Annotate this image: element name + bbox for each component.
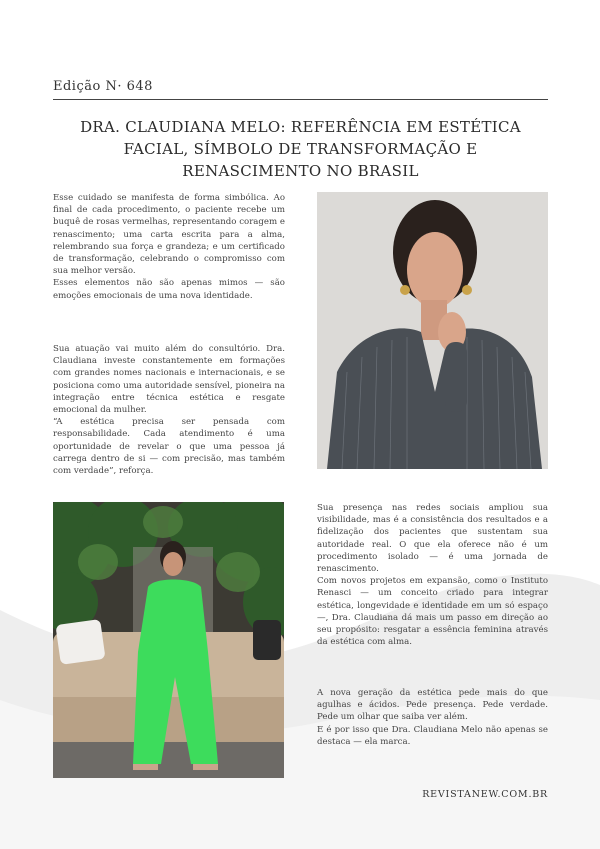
paragraph: Esses elementos não são apenas mimos — são emoções emocionais de uma nova identidade. <box>53 278 285 301</box>
text-block-2 <box>53 343 285 477</box>
green-suit-photo <box>53 502 284 778</box>
text-block-3 <box>317 502 548 648</box>
text-block-4 <box>317 687 548 748</box>
paragraph: Esse cuidado se manifesta de forma simbólica. Ao final de cada procedimento, o paciente recebe um buquê de rosas vermelhas, representando coragem e renascimento; uma carta escrita para a alma, relembrando sua força e grandeza; e um certificado de transformação, celebrando o compromisso com sua melhor versão. <box>53 193 285 277</box>
paragraph: A nova geração da estética pede mais do que agulhas e ácidos. Pede presença. Pede verdade. Pede um olhar que saiba ver além. <box>317 688 548 723</box>
paragraph: E é por isso que Dra. Claudiana Melo não apenas se destaca — ela marca. <box>317 724 548 747</box>
paragraph: Sua presença nas redes sociais ampliou sua visibilidade, mas é a consistência dos resultados e a fidelização dos pacientes que sustentam sua autoridade real. O que ela oferece não é um procedimento isolado — é uma jornada de renascimento. <box>317 503 548 575</box>
website-url[interactable]: REVISTANEW.COM.BR <box>422 789 548 800</box>
portrait-photo <box>317 192 548 469</box>
article-title: DRA. CLAUDIANA MELO: REFERÊNCIA EM ESTÉTICA FACIAL, SÍMBOLO DE TRANSFORMAÇÃO E RENASCIMENTO NO BRASIL <box>80 118 521 180</box>
edition-number: Edição N· 648 <box>53 79 153 94</box>
header-divider <box>53 99 548 100</box>
paragraph: Com novos projetos em expansão, como o Instituto Renasci — um conceito criado para integrar estética, longevidade e identidade em um só espaço —, Dra. Claudiana dá mais um passo em direção ao seu propósito: resgatar a essência feminina através da estética com alma. <box>317 576 548 648</box>
paragraph: “A estética precisa ser pensada com responsabilidade. Cada atendimento é uma oportunidade de revelar o que uma pessoa já carrega dentro de si — com precisão, mas também com verdade”, reforça. <box>53 417 285 477</box>
paragraph: Sua atuação vai muito além do consultório. Dra. Claudiana investe constantemente em formações com grandes nomes nacionais e internacionais, e se posiciona como uma autoridade sensível, pioneira na integração entre técnica estética e resgate emocional da mulher. <box>53 344 285 416</box>
text-block-1 <box>53 192 285 302</box>
